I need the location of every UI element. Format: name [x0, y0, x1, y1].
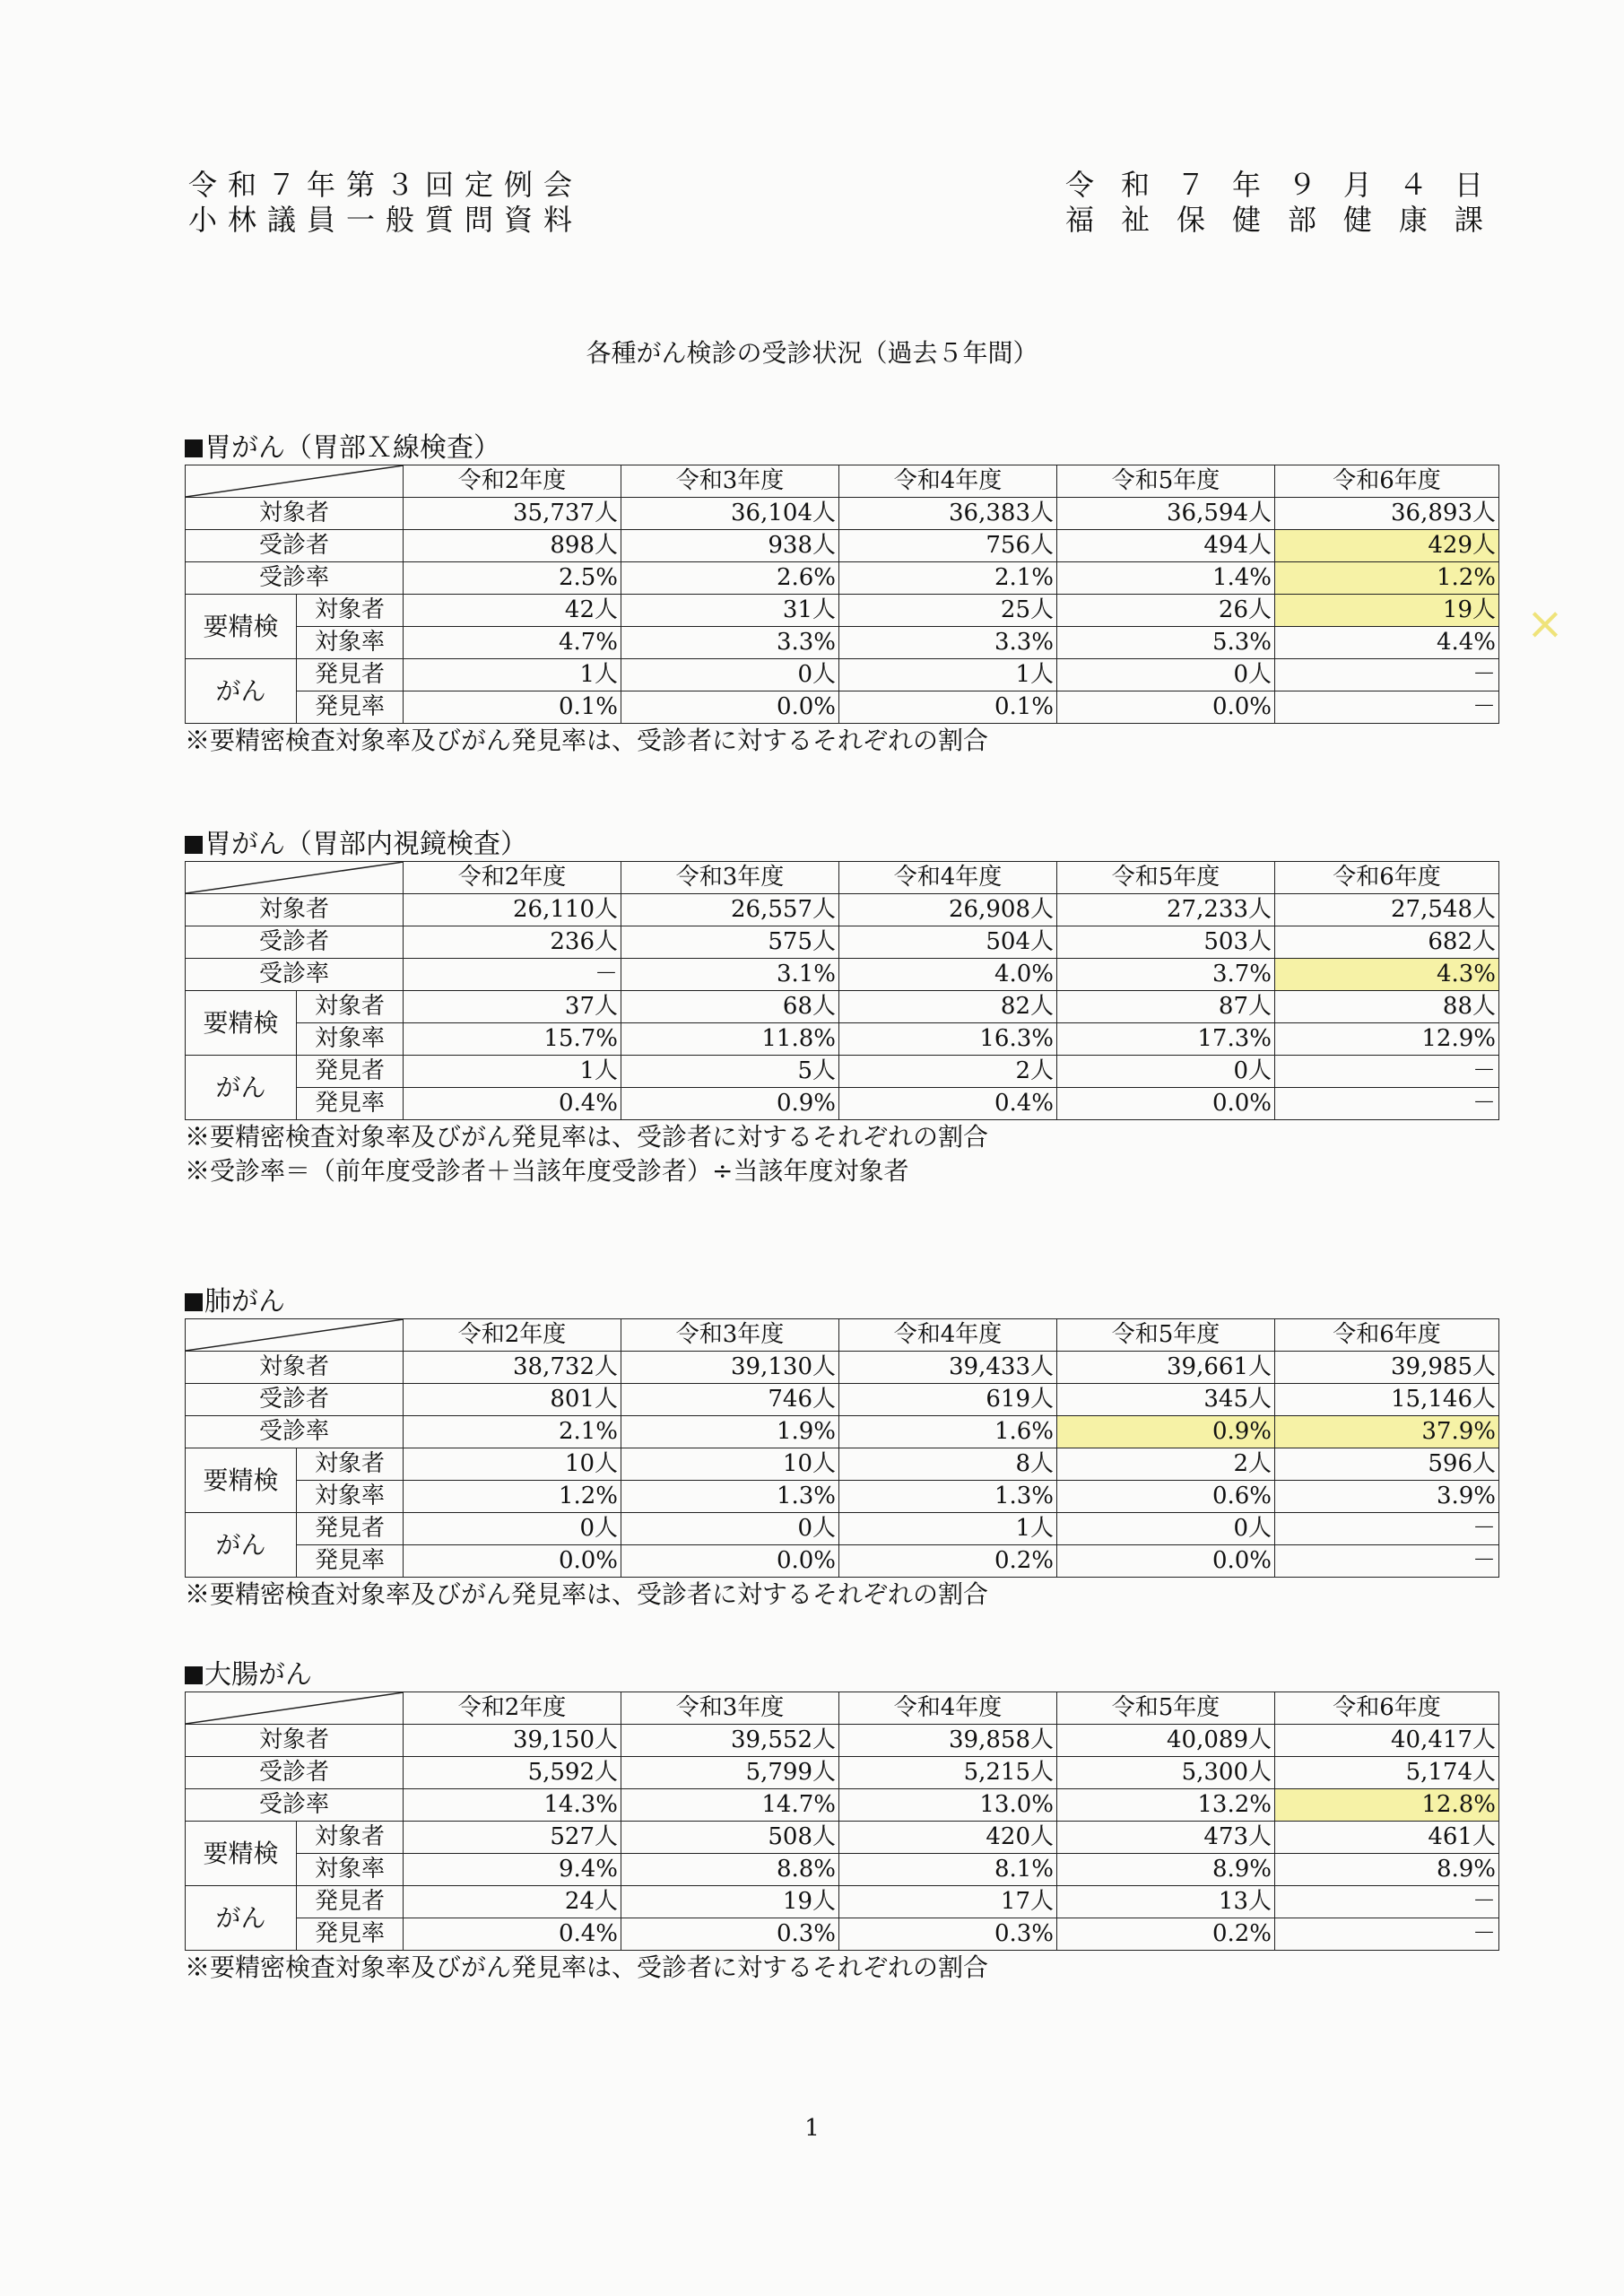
table-cell: 4.7% — [404, 627, 621, 659]
header-date: 令 和 ７ 年 ９ 月 ４ 日 — [1065, 168, 1483, 202]
header-right — [1065, 168, 1483, 238]
table-note: ※要精密検査対象率及びがん発見率は、受診者に対するそれぞれの割合 — [185, 726, 989, 755]
row-label: 発見率 — [297, 691, 404, 724]
table-cell: 10人 — [621, 1448, 839, 1481]
row-label: 発見率 — [297, 1545, 404, 1578]
table-cell: 3.1% — [621, 959, 839, 991]
row-label: 対象率 — [297, 627, 404, 659]
table-cell: 24人 — [404, 1886, 621, 1918]
table-row — [186, 1416, 1499, 1448]
table-cell: 345人 — [1057, 1384, 1275, 1416]
table-cell: 88人 — [1275, 991, 1499, 1023]
table-cell: 0.0% — [404, 1545, 621, 1578]
row-group-label: 要精検 — [186, 1448, 297, 1513]
table-cell: 25人 — [839, 595, 1057, 627]
table-row — [186, 562, 1499, 595]
header-subject: 小林議員一般質問資料 — [188, 203, 584, 237]
table-cell: 14.3% — [404, 1789, 621, 1822]
table-row — [186, 1545, 1499, 1578]
diagonal-header-cell — [186, 862, 404, 894]
table-cell: 5.3% — [1057, 627, 1275, 659]
table-cell: 8.9% — [1275, 1854, 1499, 1886]
row-label: 対象者 — [297, 991, 404, 1023]
table-row — [186, 1448, 1499, 1481]
table-cell: 1人 — [839, 1513, 1057, 1545]
table-cell: 31人 — [621, 595, 839, 627]
table-cell: 19人 — [1275, 595, 1499, 627]
table-cell: 13人 — [1057, 1886, 1275, 1918]
header-department: 福 祉 保 健 部 健 康 課 — [1065, 203, 1483, 237]
column-header: 令和2年度 — [404, 465, 621, 498]
column-header: 令和5年度 — [1057, 862, 1275, 894]
table-cell: 0.3% — [839, 1918, 1057, 1951]
table-cell: 1.4% — [1057, 562, 1275, 595]
table-cell: 13.0% — [839, 1789, 1057, 1822]
row-label: 発見者 — [297, 659, 404, 691]
table-cell: 0.9% — [621, 1088, 839, 1120]
row-label: 受診者 — [186, 1757, 404, 1789]
table-note: ※受診率＝（前年度受診者＋当該年度受診者）÷当該年度対象者 — [185, 1156, 909, 1186]
table-header-row — [186, 465, 1499, 498]
table-note: ※要精密検査対象率及びがん発見率は、受診者に対するそれぞれの割合 — [185, 1579, 989, 1609]
table-cell: 39,985人 — [1275, 1352, 1499, 1384]
data-table — [185, 1318, 1499, 1578]
row-label: 対象者 — [297, 595, 404, 627]
diagonal-header-cell — [186, 1319, 404, 1352]
handwritten-x-mark: × — [1526, 597, 1564, 649]
section-title: 胃がん（胃部内視鏡検査） — [185, 829, 1498, 861]
table-cell: 0.3% — [621, 1918, 839, 1951]
diagonal-line — [186, 862, 404, 893]
table-cell: 461人 — [1275, 1822, 1499, 1854]
row-label: 受診率 — [186, 959, 404, 991]
row-label: 対象者 — [186, 498, 404, 530]
table-row — [186, 659, 1499, 691]
column-header: 令和4年度 — [839, 862, 1057, 894]
table-cell: 1.3% — [621, 1481, 839, 1513]
table-cell: － — [1275, 691, 1499, 724]
row-label: 対象者 — [186, 1725, 404, 1757]
section-stomach-endoscopy — [185, 829, 1498, 1188]
table-cell: 15,146人 — [1275, 1384, 1499, 1416]
table-cell: 3.3% — [839, 627, 1057, 659]
table-cell: 0.0% — [1057, 1088, 1275, 1120]
column-header: 令和3年度 — [621, 465, 839, 498]
row-label: 発見率 — [297, 1088, 404, 1120]
table-cell: 68人 — [621, 991, 839, 1023]
table-cell: 8人 — [839, 1448, 1057, 1481]
row-label: 受診者 — [186, 530, 404, 562]
table-row — [186, 1854, 1499, 1886]
table-cell: － — [1275, 1545, 1499, 1578]
row-label: 受診者 — [186, 926, 404, 959]
table-cell: 2.6% — [621, 562, 839, 595]
table-cell: 0人 — [621, 1513, 839, 1545]
table-cell: － — [1275, 1886, 1499, 1918]
column-header: 令和3年度 — [621, 1692, 839, 1725]
table-row — [186, 1757, 1499, 1789]
table-cell: 36,893人 — [1275, 498, 1499, 530]
table-cell: 527人 — [404, 1822, 621, 1854]
table-cell: 0.2% — [1057, 1918, 1275, 1951]
table-row — [186, 1789, 1499, 1822]
table-cell: － — [1275, 1056, 1499, 1088]
row-label: 受診率 — [186, 562, 404, 595]
table-cell: 42人 — [404, 595, 621, 627]
table-cell: － — [1275, 1513, 1499, 1545]
table-cell: 504人 — [839, 926, 1057, 959]
table-cell: 26人 — [1057, 595, 1275, 627]
table-cell: 10人 — [404, 1448, 621, 1481]
table-header-row — [186, 1692, 1499, 1725]
table-cell: 503人 — [1057, 926, 1275, 959]
table-cell: － — [1275, 1918, 1499, 1951]
table-cell: 39,150人 — [404, 1725, 621, 1757]
table-row — [186, 1352, 1499, 1384]
header-left — [188, 168, 583, 238]
table-row — [186, 691, 1499, 724]
section-title: 胃がん（胃部Ｘ線検査） — [185, 432, 1498, 465]
table-cell: 5,592人 — [404, 1757, 621, 1789]
table-cell: 0.4% — [404, 1918, 621, 1951]
row-group-label: がん — [186, 1056, 297, 1120]
section-title: 大腸がん — [185, 1659, 1498, 1692]
table-cell: 0.6% — [1057, 1481, 1275, 1513]
column-header: 令和3年度 — [621, 862, 839, 894]
table-cell: 2人 — [1057, 1448, 1275, 1481]
table-cell: 5,174人 — [1275, 1757, 1499, 1789]
table-cell: 14.7% — [621, 1789, 839, 1822]
table-cell: 898人 — [404, 530, 621, 562]
table-cell: 1.3% — [839, 1481, 1057, 1513]
table-cell: 619人 — [839, 1384, 1057, 1416]
table-cell: 2.1% — [404, 1416, 621, 1448]
table-cell: 15.7% — [404, 1023, 621, 1056]
column-header: 令和6年度 — [1275, 1319, 1499, 1352]
table-cell: 82人 — [839, 991, 1057, 1023]
table-cell: 4.4% — [1275, 627, 1499, 659]
row-label: 対象率 — [297, 1854, 404, 1886]
table-row — [186, 959, 1499, 991]
diagonal-line — [186, 1692, 404, 1724]
table-cell: 420人 — [839, 1822, 1057, 1854]
document-title: 各種がん検診の受診状況（過去５年間） — [586, 338, 1038, 368]
table-cell: 0.4% — [404, 1088, 621, 1120]
table-row — [186, 595, 1499, 627]
table-cell: 38,732人 — [404, 1352, 621, 1384]
diagonal-line — [186, 465, 404, 497]
table-cell: 17.3% — [1057, 1023, 1275, 1056]
row-group-label: 要精検 — [186, 991, 297, 1056]
table-cell: 3.7% — [1057, 959, 1275, 991]
table-row — [186, 926, 1499, 959]
table-row — [186, 991, 1499, 1023]
table-cell: 3.9% — [1275, 1481, 1499, 1513]
table-cell: 1人 — [404, 1056, 621, 1088]
section-title: 肺がん — [185, 1286, 1498, 1318]
header-session: 令和７年第３回定例会 — [188, 168, 584, 202]
table-row — [186, 1513, 1499, 1545]
table-cell: － — [1275, 659, 1499, 691]
table-cell: 0人 — [621, 659, 839, 691]
table-cell: 1.2% — [404, 1481, 621, 1513]
diagonal-header-cell — [186, 465, 404, 498]
table-row — [186, 1918, 1499, 1951]
column-header: 令和6年度 — [1275, 1692, 1499, 1725]
column-header: 令和5年度 — [1057, 1319, 1275, 1352]
table-cell: 40,089人 — [1057, 1725, 1275, 1757]
row-label: 対象者 — [297, 1822, 404, 1854]
table-cell: 37.9% — [1275, 1416, 1499, 1448]
row-label: 対象者 — [186, 894, 404, 926]
row-label: 受診者 — [186, 1384, 404, 1416]
square-bullet-icon — [185, 1293, 203, 1311]
table-cell: 39,433人 — [839, 1352, 1057, 1384]
table-row — [186, 627, 1499, 659]
table-cell: 12.8% — [1275, 1789, 1499, 1822]
table-cell: 36,594人 — [1057, 498, 1275, 530]
table-cell: 1.2% — [1275, 562, 1499, 595]
table-cell: － — [404, 959, 621, 991]
table-cell: 2.5% — [404, 562, 621, 595]
table-cell: 9.4% — [404, 1854, 621, 1886]
page-number: 1 — [804, 2115, 820, 2142]
table-cell: 4.3% — [1275, 959, 1499, 991]
table-cell: 756人 — [839, 530, 1057, 562]
table-cell: 5,300人 — [1057, 1757, 1275, 1789]
column-header: 令和6年度 — [1275, 465, 1499, 498]
row-group-label: 要精検 — [186, 1822, 297, 1886]
row-label: 発見者 — [297, 1056, 404, 1088]
table-cell: 39,130人 — [621, 1352, 839, 1384]
table-header-row — [186, 1319, 1499, 1352]
table-cell: 87人 — [1057, 991, 1275, 1023]
table-row — [186, 1384, 1499, 1416]
table-cell: 0人 — [1057, 1056, 1275, 1088]
row-label: 発見率 — [297, 1918, 404, 1951]
table-cell: 13.2% — [1057, 1789, 1275, 1822]
table-row — [186, 498, 1499, 530]
table-cell: 1人 — [839, 659, 1057, 691]
table-cell: 39,858人 — [839, 1725, 1057, 1757]
table-cell: 8.8% — [621, 1854, 839, 1886]
table-row — [186, 894, 1499, 926]
table-cell: 0.1% — [404, 691, 621, 724]
table-cell: 0人 — [1057, 1513, 1275, 1545]
table-cell: 0.9% — [1057, 1416, 1275, 1448]
row-label: 対象率 — [297, 1481, 404, 1513]
table-cell: 39,552人 — [621, 1725, 839, 1757]
table-cell: 26,110人 — [404, 894, 621, 926]
table-cell: 0.4% — [839, 1088, 1057, 1120]
table-cell: 746人 — [621, 1384, 839, 1416]
table-cell: 3.3% — [621, 627, 839, 659]
data-table — [185, 465, 1499, 724]
table-cell: 0.2% — [839, 1545, 1057, 1578]
table-cell: 5人 — [621, 1056, 839, 1088]
data-table — [185, 861, 1499, 1120]
column-header: 令和2年度 — [404, 862, 621, 894]
column-header: 令和2年度 — [404, 1319, 621, 1352]
table-cell: 4.0% — [839, 959, 1057, 991]
table-row — [186, 1481, 1499, 1513]
table-cell: 0.0% — [1057, 1545, 1275, 1578]
table-cell: 11.8% — [621, 1023, 839, 1056]
table-note: ※要精密検査対象率及びがん発見率は、受診者に対するそれぞれの割合 — [185, 1122, 989, 1152]
row-label: 発見者 — [297, 1886, 404, 1918]
column-header: 令和5年度 — [1057, 1692, 1275, 1725]
table-cell: 26,557人 — [621, 894, 839, 926]
table-cell: 0.0% — [621, 1545, 839, 1578]
table-row — [186, 1023, 1499, 1056]
table-row — [186, 1056, 1499, 1088]
table-cell: 2人 — [839, 1056, 1057, 1088]
table-cell: － — [1275, 1088, 1499, 1120]
table-cell: 0.0% — [1057, 691, 1275, 724]
table-cell: 236人 — [404, 926, 621, 959]
table-cell: 575人 — [621, 926, 839, 959]
table-cell: 5,215人 — [839, 1757, 1057, 1789]
table-cell: 596人 — [1275, 1448, 1499, 1481]
table-cell: 473人 — [1057, 1822, 1275, 1854]
column-header: 令和4年度 — [839, 465, 1057, 498]
column-header: 令和6年度 — [1275, 862, 1499, 894]
table-cell: 17人 — [839, 1886, 1057, 1918]
row-label: 対象率 — [297, 1023, 404, 1056]
table-cell: 508人 — [621, 1822, 839, 1854]
table-cell: 26,908人 — [839, 894, 1057, 926]
table-cell: 1.9% — [621, 1416, 839, 1448]
table-cell: 39,661人 — [1057, 1352, 1275, 1384]
table-cell: 938人 — [621, 530, 839, 562]
square-bullet-icon — [185, 439, 203, 457]
table-cell: 1人 — [404, 659, 621, 691]
table-cell: 36,104人 — [621, 498, 839, 530]
row-label: 発見者 — [297, 1513, 404, 1545]
table-cell: 16.3% — [839, 1023, 1057, 1056]
diagonal-line — [186, 1319, 404, 1351]
table-cell: 27,233人 — [1057, 894, 1275, 926]
table-cell: 2.1% — [839, 562, 1057, 595]
table-cell: 0.1% — [839, 691, 1057, 724]
table-cell: 494人 — [1057, 530, 1275, 562]
row-label: 受診率 — [186, 1789, 404, 1822]
data-table — [185, 1692, 1499, 1951]
table-cell: 1.6% — [839, 1416, 1057, 1448]
table-cell: 37人 — [404, 991, 621, 1023]
column-header: 令和2年度 — [404, 1692, 621, 1725]
table-cell: 35,737人 — [404, 498, 621, 530]
table-row — [186, 1725, 1499, 1757]
table-cell: 682人 — [1275, 926, 1499, 959]
table-cell: 12.9% — [1275, 1023, 1499, 1056]
table-cell: 0人 — [1057, 659, 1275, 691]
column-header: 令和4年度 — [839, 1692, 1057, 1725]
table-cell: 5,799人 — [621, 1757, 839, 1789]
section-lung — [185, 1286, 1498, 1612]
table-cell: 801人 — [404, 1384, 621, 1416]
table-cell: 0人 — [404, 1513, 621, 1545]
section-stomach-xray — [185, 432, 1498, 758]
table-cell: 8.9% — [1057, 1854, 1275, 1886]
table-cell: 36,383人 — [839, 498, 1057, 530]
row-group-label: 要精検 — [186, 595, 297, 659]
table-note: ※要精密検査対象率及びがん発見率は、受診者に対するそれぞれの割合 — [185, 1952, 989, 1982]
column-header: 令和3年度 — [621, 1319, 839, 1352]
table-row — [186, 530, 1499, 562]
row-group-label: がん — [186, 659, 297, 724]
table-cell: 429人 — [1275, 530, 1499, 562]
table-cell: 8.1% — [839, 1854, 1057, 1886]
table-cell: 19人 — [621, 1886, 839, 1918]
table-cell: 0.0% — [621, 691, 839, 724]
row-label: 対象者 — [297, 1448, 404, 1481]
table-cell: 40,417人 — [1275, 1725, 1499, 1757]
row-label: 受診率 — [186, 1416, 404, 1448]
table-row — [186, 1088, 1499, 1120]
column-header: 令和4年度 — [839, 1319, 1057, 1352]
row-group-label: がん — [186, 1513, 297, 1578]
square-bullet-icon — [185, 836, 203, 854]
table-header-row — [186, 862, 1499, 894]
table-row — [186, 1822, 1499, 1854]
square-bullet-icon — [185, 1666, 203, 1684]
section-colorectal — [185, 1659, 1498, 1985]
row-label: 対象者 — [186, 1352, 404, 1384]
table-row — [186, 1886, 1499, 1918]
table-cell: 27,548人 — [1275, 894, 1499, 926]
row-group-label: がん — [186, 1886, 297, 1951]
diagonal-header-cell — [186, 1692, 404, 1725]
column-header: 令和5年度 — [1057, 465, 1275, 498]
